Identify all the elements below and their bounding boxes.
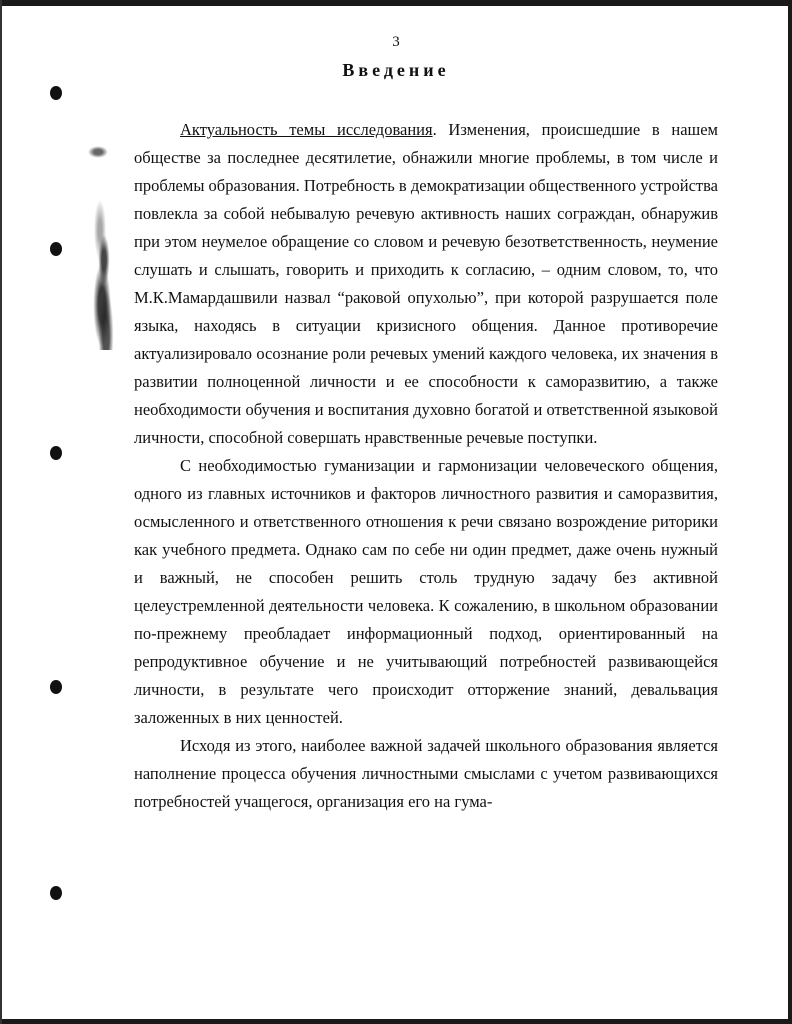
page-number: 3: [392, 34, 400, 50]
paragraph-2: С необходимостью гуманизации и гармонизации человеческого общения, одного из главных источников и факторов личностного развития и саморазвития, осмысленного и ответственного отношения к речи связано возрождение риторики как учебного предмета. Однако сам по себе ни один предмет, даже очень нужный и важный, не способен решить столь трудную задачу без активной целеустремленной деятельности человека. К сожалению, в школьном образовании по-прежнему преобладает информационный подход, ориентированный на репродуктивное обучение и не учитывающий потребностей развивающейся личности, в результате чего происходит отторжение знаний, девальвация заложенных в них ценностей.: [134, 456, 718, 727]
scan-edge-right: [788, 0, 792, 1024]
paragraph-3: Исходя из этого, наиболее важной задачей школьного образования является наполнение процесса обучения личностными смыслами с учетом развивающихся потребностей учащегося, организация его на гума-: [134, 736, 718, 811]
page-title: Введение: [342, 60, 450, 80]
scan-edge-bottom: [0, 1019, 792, 1024]
paragraph-1: [134, 116, 718, 452]
punch-hole-5: [50, 886, 62, 900]
punch-hole-2: [50, 242, 62, 256]
relevance-heading: Актуальность темы исследования: [180, 120, 433, 139]
scan-smudge: [84, 200, 124, 350]
scan-smudge-small: [88, 146, 108, 158]
scan-edge-left: [0, 0, 2, 1024]
punch-hole-3: [50, 446, 62, 460]
scan-edge-top: [0, 0, 792, 6]
body-text: [134, 116, 718, 816]
punch-hole-1: [50, 86, 62, 100]
paragraph-1-text: . Изменения, происшедшие в нашем обществе за последнее десятилетие, обнажили многие проблемы, в том числе и проблемы образования. Потребность в демократизации общественного устройства повлекла за собой небывалую речевую активность наших сограждан, обнаружив при этом неумелое обращение со словом и речевую безответственность, неумение слушать и слышать, говорить и приходить к согласию, – одним словом, то, что М.К.Мамардашвили назвал “раковой опухолью”, при которой разрушается поле языка, находясь в ситуации кризисного общения. Данное противоречие актуализировало осознание роли речевых умений каждого человека, их значения в развитии полноценной личности и ее способности к саморазвитию, а также необходимости обучения и воспитания духовно богатой и ответственной языковой личности, способной совершать нравственные речевые поступки.: [134, 120, 718, 447]
punch-hole-4: [50, 680, 62, 694]
